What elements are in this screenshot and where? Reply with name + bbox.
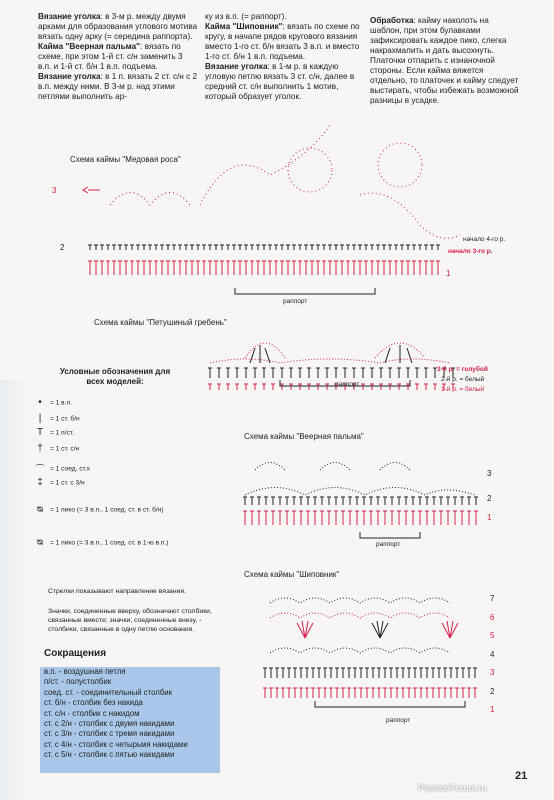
abbr-row: соед. ст. - соединительный столбик [44, 687, 173, 697]
paragraph-heading: Обработка [370, 16, 414, 25]
rapport-label: раппорт [386, 717, 411, 724]
row-num: 2 [490, 686, 495, 696]
legend-item [30, 461, 90, 476]
chart-petush-diagram [200, 318, 470, 418]
legend-symbol-icon: ‡ [37, 477, 43, 488]
legend-text: = 1 ст. с/н [50, 445, 80, 453]
abbr-row: ст. с 5/н - столбик с пятью накидами [44, 750, 175, 760]
row-label: 1-й р. = белый [441, 386, 485, 393]
paragraph-text: : вязать по схеме по кругу, в начале рядов кругового вязания вместо 1-го ст. б/н вязать 3 в.п. и вместо 1-го ст. б/н 1 в.п. подъема. [205, 22, 360, 61]
paragraph-heading: Кайма "Шиповник" [205, 22, 283, 31]
page-shadow [0, 380, 30, 800]
abbr-row: ст. с/н - столбик с накидом [44, 708, 140, 718]
legend-note: Значки, соединенные вверху, обозначают столбики, связанные вместе; значки, соединенные внизу, - столбики, связанные в одну петлю основания. [48, 608, 212, 633]
chart-title-palma: Схема каймы "Веерная пальма" [244, 432, 364, 441]
chart-title-petush: Схема каймы "Петушиный гребень" [94, 318, 227, 327]
legend-item [30, 397, 72, 408]
legend-symbol-icon: ⌒ [35, 465, 45, 476]
row-num: 3 [52, 186, 57, 195]
paragraph-heading: Вязание уголка [38, 72, 101, 81]
legend-text: = 1 ст. б/н [50, 415, 80, 423]
row-num: 4 [490, 649, 495, 659]
paragraph [205, 22, 363, 62]
row-num: 1 [487, 513, 492, 522]
row-num: 3 [490, 668, 495, 677]
abbr-row: ст. с 3/н - столбик с тремя накидами [44, 729, 175, 739]
start-label: начало 3-го р. [448, 248, 493, 255]
paragraph-text: : кайму наколоть на шаблон, при этом булавками зафиксировать каждое пико, слегка накрахмалить и дать высохнуть. Платочки отпарить с изнаночной стороны. Если кайма вяжется отдельно, то платочек и кайму следует выстирать, чтобы избежать возможной разницы в усадке. [370, 16, 519, 105]
text-column-1 [38, 12, 198, 102]
chart-shipov-diagram [260, 583, 485, 723]
paragraph-heading: Кайма "Веерная пальма" [38, 42, 141, 51]
legend-symbol-icon: ᴓ [36, 537, 44, 548]
legend-text: = 1 ст. с 3/н [50, 479, 85, 487]
rapport-label: раппорт [283, 298, 308, 305]
paragraph-text: : в 3-м р. между двумя арками для образования углового мотива вязать одну арку (= середина раппорта). [38, 12, 198, 41]
row-num: 5 [490, 631, 495, 640]
row-num: 7 [490, 594, 495, 603]
page-number: 21 [515, 770, 528, 782]
abbr-row: ст. с 2/н - столбик с двумя накидами [44, 719, 175, 729]
legend-text: = 1 соед. ст.х [50, 465, 90, 473]
abbr-row: в.п. - воздушная петля [44, 667, 126, 676]
paragraph [38, 42, 198, 72]
legend-symbol-icon: • [38, 397, 42, 408]
paragraph-heading: Вязание уголка [205, 62, 268, 71]
paragraph-text: ку из в.п. (= раппорт). [205, 12, 287, 21]
legend-item [30, 413, 80, 424]
legend-symbol-icon: T [36, 427, 44, 438]
abbr-box [40, 667, 220, 773]
chart-title-rosa: Схема каймы "Медовая роса" [70, 155, 181, 164]
legend-item [30, 427, 74, 438]
legend-note: Стрелки показывают направление вязания. [48, 588, 186, 595]
row-num: 2 [60, 243, 65, 252]
chart-rosa-diagram [60, 125, 480, 305]
abbr-title: Сокращения [44, 648, 107, 659]
chart-palma-diagram [240, 445, 485, 545]
legend-symbol-icon: | [38, 413, 42, 424]
paragraph [205, 62, 363, 102]
text-column-3 [370, 16, 520, 106]
paragraph [205, 12, 363, 22]
abbr-row: ст. с 4/н - столбик с четырьмя накидами [44, 739, 188, 749]
legend-item [30, 504, 164, 515]
legend-text: = 1 пико (= 3 в.п., 1 соед. ст. в ст. б/н) [50, 506, 164, 514]
paragraph-text: : в 1 п. вязать 2 ст. с/н с 2 в.п. между ними. В 3-м р. над этими петлями выполнить ар- [38, 72, 198, 101]
watermark: PassionForum.ru [418, 783, 487, 793]
legend-text: = 1 п/ст. [50, 429, 75, 437]
paragraph [38, 12, 198, 42]
row-num: 2 [487, 494, 492, 503]
rapport-label: раппорт [376, 541, 401, 548]
legend-symbol-icon: ᴓ [36, 504, 44, 515]
legend-item [30, 477, 85, 488]
row-num: 1 [446, 269, 451, 278]
row-label: 3-й р. = голубой [437, 366, 488, 373]
legend-text: = 1 пико (= 3 в.п., 1 соед. ст. в 1-ю в.п.) [50, 539, 169, 547]
paragraph [370, 16, 520, 106]
legend-item [30, 537, 168, 548]
row-label: 2-й р. = белый [441, 376, 485, 383]
row-num: 3 [487, 469, 492, 478]
legend-text: = 1 в.п. [50, 399, 72, 407]
row-num: 6 [490, 612, 495, 622]
rapport-label: раппорт [335, 381, 360, 388]
paragraph [38, 72, 198, 102]
legend-item [30, 443, 79, 454]
text-column-2 [205, 12, 363, 102]
paragraph-text: : в 1-м р. в каждую угловую петлю вязать 3 ст. с/н, далее в средний ст. с/н выполнить 1 мотив, который образует уголок. [205, 62, 355, 101]
legend-title: Условные обозначения для всех моделей: [59, 367, 171, 386]
abbr-row: ст. б/н - столбик без накида [44, 698, 143, 708]
row-num: 1 [490, 705, 495, 714]
chart-title-shipov: Схема каймы "Шиповник" [244, 570, 340, 579]
paragraph-text: : вязать по схеме, при этом 1-й ст. с/н заменить 3 в.п. и 1-й ст. б/н 1 в.п. подъема. [38, 42, 183, 71]
paragraph-heading: Вязание уголка [38, 12, 101, 21]
start-label: начало 4-го р. [463, 236, 506, 243]
abbr-row: п/ст. - полустолбик [44, 677, 112, 687]
legend-symbol-icon: † [37, 443, 43, 454]
